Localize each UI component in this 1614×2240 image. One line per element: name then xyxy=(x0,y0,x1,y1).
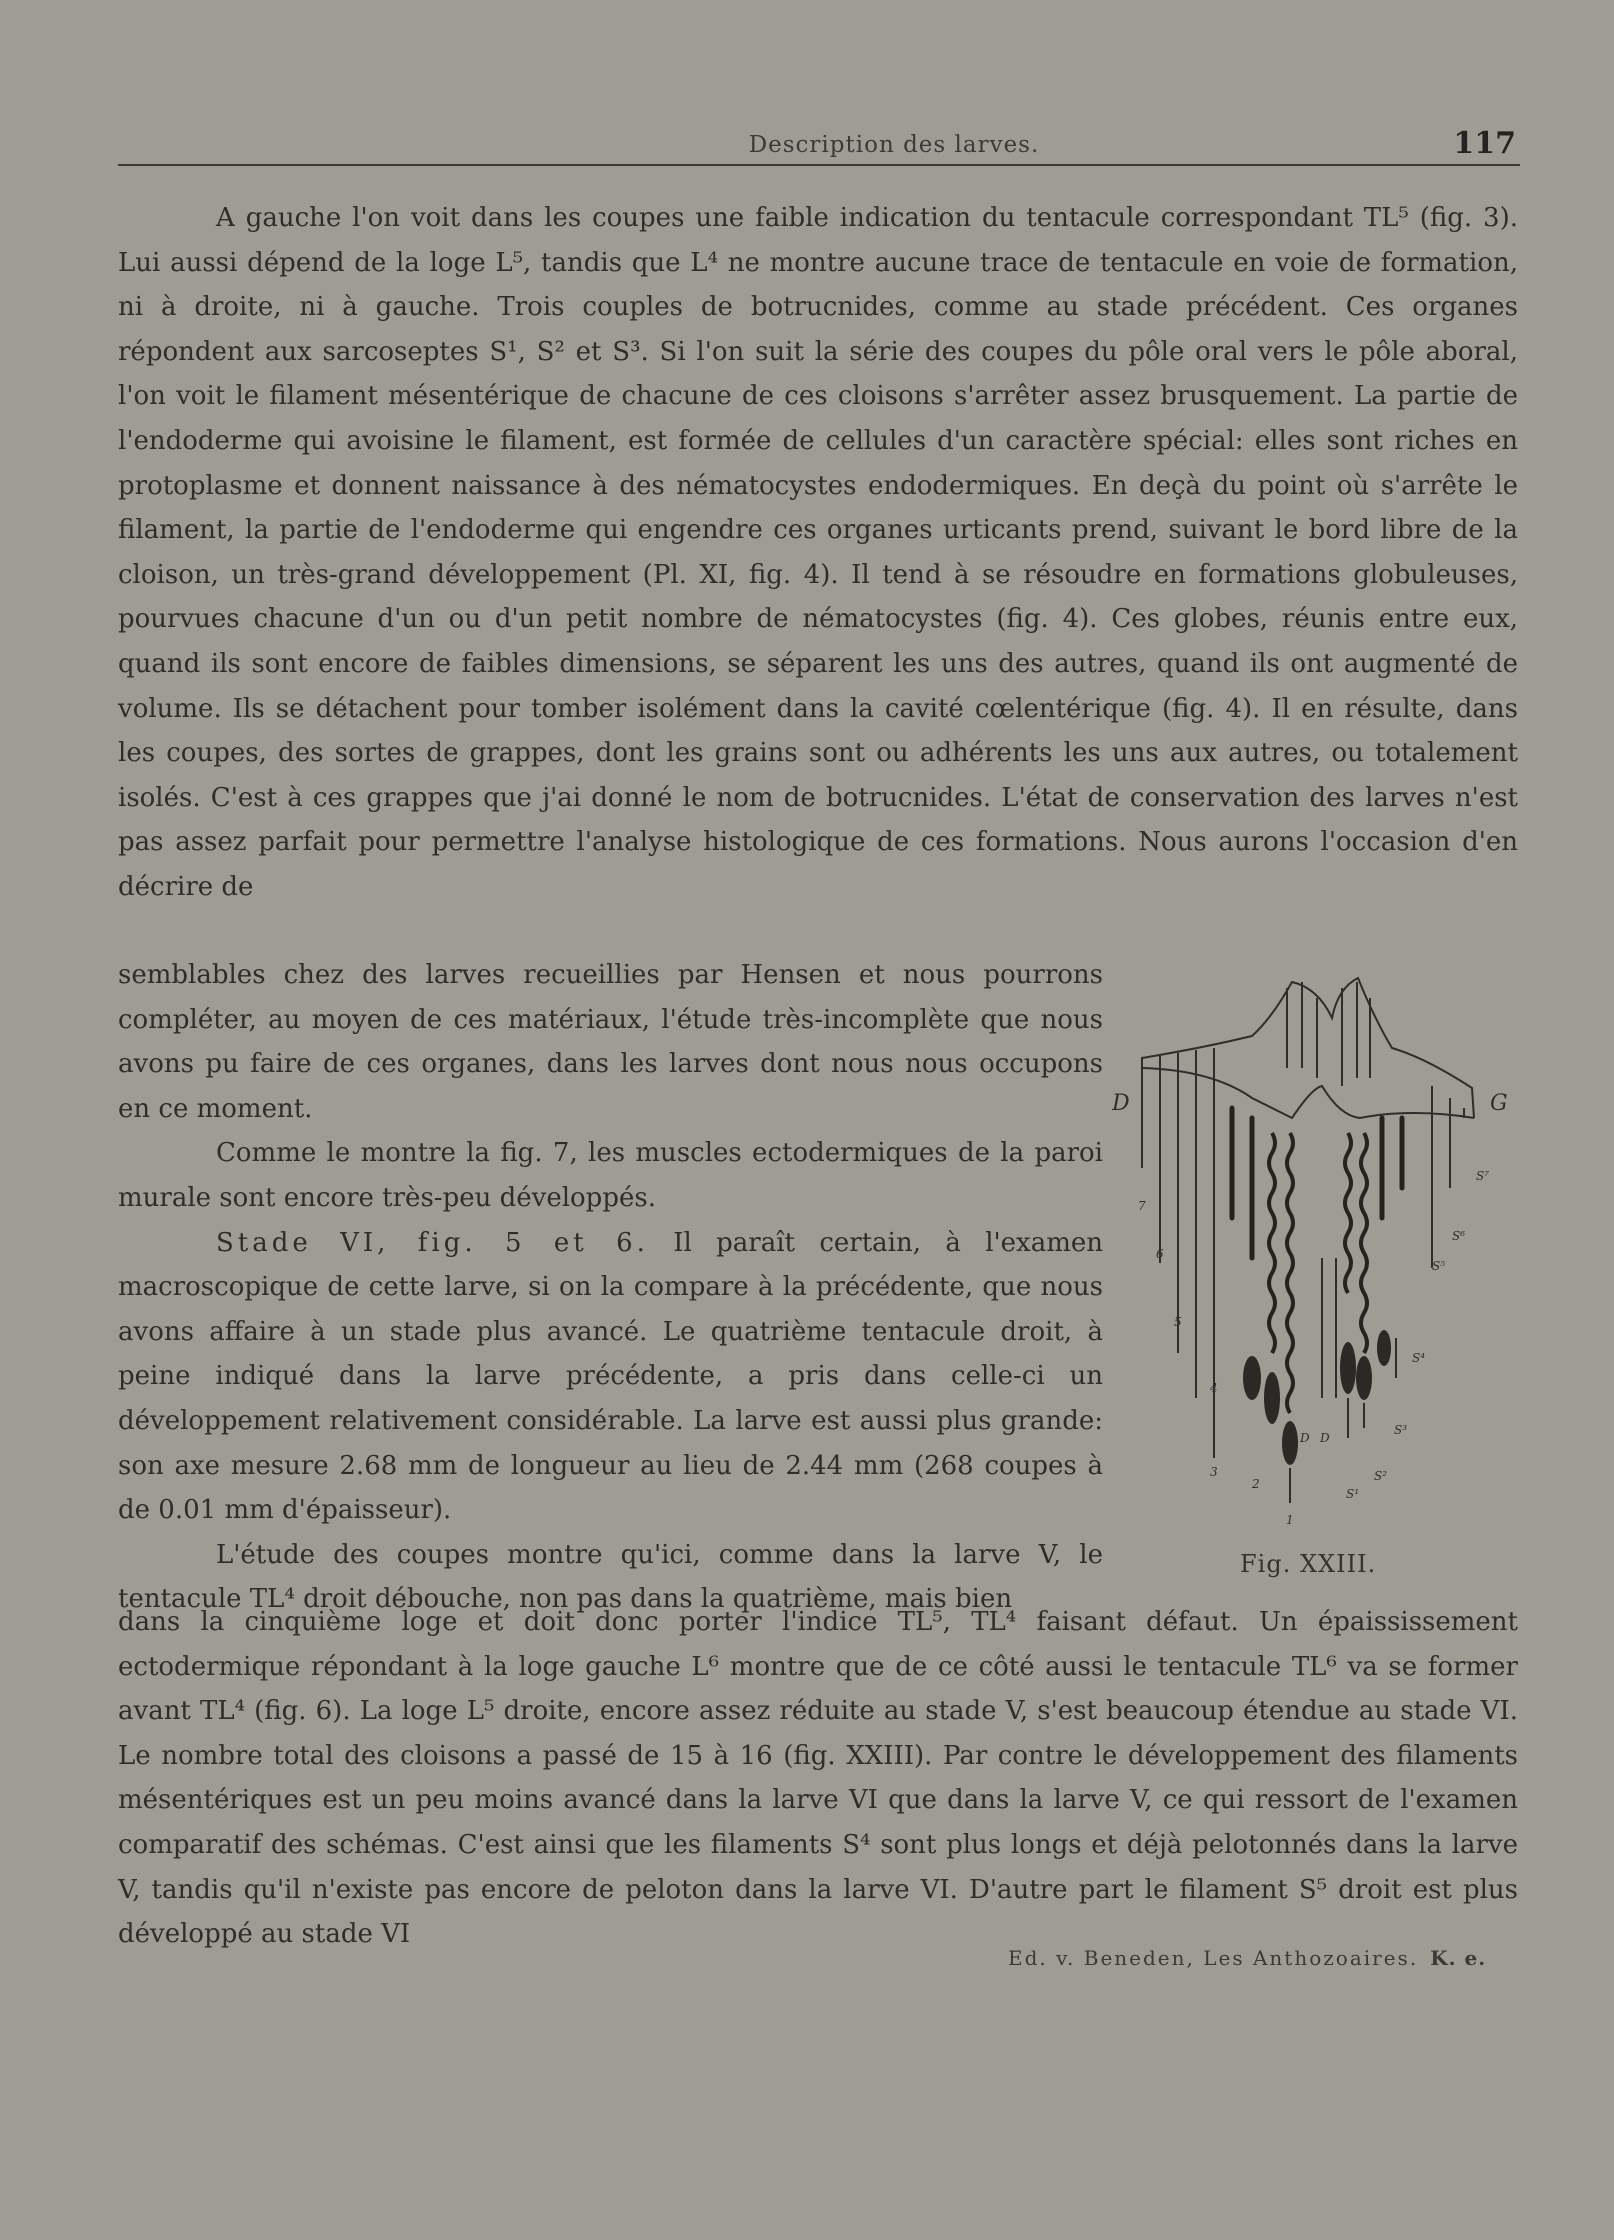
figure-caption: Fig. XXIII. xyxy=(1240,1550,1377,1578)
septum-number: 3 xyxy=(1210,1465,1218,1479)
figure-xxiii-diagram xyxy=(1112,958,1510,1528)
stage-heading: Stade VI, fig. 5 et 6. xyxy=(216,1227,649,1258)
paragraph-continuation: semblables chez des larves recueillies par Hensen et nous pourrons compléter, au moyen de ces matériaux, l'étude très-incomplète que nous avons pu faire de ces organes, dans les larves dont nous nous occupons en ce moment. xyxy=(118,960,1103,1124)
paragraph: A gauche l'on voit dans les coupes une faible indication du tentacule correspondant TL⁵ (fig. 3). Lui aussi dépend de la loge L⁵, tandis que L⁴ ne montre aucune trace de tentacule en voie de formation, ni à droite, ni à gauche. Trois couples de botrucnides, comme au stade précédent. Ces organes répondent aux sarcoseptes S¹, S² et S³. Si l'on suit la série des coupes du pôle oral vers le pôle aboral, l'on voit le filament mésentérique de chacune de ces cloisons s'arrêter assez brusquement. La partie de l'endoderme qui avoisine le filament, est formée de cellules d'un caractère spécial: elles sont riches en protoplasme et donnent naissance à des nématocystes endodermiques. En deçà du point où s'arrête le filament, la partie de l'endoderme qui engendre ces organes urticants prend, suivant le bord libre de la cloison, un très-grand développement (Pl. XI, fig. 4). Il tend à se résoudre en formations globuleuses, pourvues chacune d'un ou d'un petit nombre de nématocystes (fig. 4). Ces globes, réunis entre eux, quand ils sont encore de faibles dimensions, se séparent les uns des autres, quand ils ont augmenté de volume. Ils se détachent pour tomber isolément dans la cavité cœlentérique (fig. 4). Il en résulte, dans les coupes, des sortes de grappes, dont les grains sont ou adhérents les uns aux autres, ou totalement isolés. C'est à ces grappes que j'ai donné le nom de botrucnides. L'état de conservation des larves n'est pas assez parfait pour permettre l'analyse histologique de ces formations. Nous aurons l'occasion d'en décrire de xyxy=(118,203,1518,902)
text-block-bottom xyxy=(118,1600,1518,1957)
paragraph: L'étude des coupes montre qu'ici, comme dans la larve V, le tentacule TL⁴ droit débouche, non pas dans la quatrième, mais bien xyxy=(118,1539,1103,1615)
text-block-top xyxy=(118,196,1518,910)
d-label: D xyxy=(1300,1431,1310,1445)
septum-label: S³ xyxy=(1394,1423,1408,1437)
paragraph: Comme le montre la fig. 7, les muscles ectodermiques de la paroi murale sont encore très-peu développés. xyxy=(118,1138,1103,1213)
septum-number: 7 xyxy=(1138,1199,1146,1213)
signature-text: Ed. v. Beneden, Les Anthozoaires. xyxy=(1008,1946,1419,1970)
septum-number: 2 xyxy=(1252,1477,1260,1491)
stage-text: Il paraît certain, à l'examen macroscopique de cette larve, si on la compare à la précédente, que nous avons affaire à un stade plus avancé. Le quatrième tentacule droit, à peine indiqué dans la larve précédente, a pris dans celle-ci un développement relativement considérable. La larve est aussi plus grande: son axe mesure 2.68 mm de longueur au lieu de 2.44 mm (268 coupes à de 0.01 mm d'épaisseur). xyxy=(118,1227,1103,1526)
page-number: 117 xyxy=(1453,126,1516,161)
septum-number: 5 xyxy=(1174,1315,1182,1329)
d-label: D xyxy=(1320,1431,1330,1445)
septum-number: 6 xyxy=(1156,1247,1164,1261)
page-header xyxy=(118,128,1520,166)
running-title: Description des larves. xyxy=(748,132,1040,158)
septum-label: S⁴ xyxy=(1412,1351,1426,1365)
septum-label: S⁶ xyxy=(1452,1229,1466,1243)
label-d: D xyxy=(1112,1091,1130,1116)
septum-number: 4 xyxy=(1210,1381,1218,1395)
figure-xxiii xyxy=(1112,958,1510,1528)
printer-signature xyxy=(1008,1946,1486,1970)
septum-label: S¹ xyxy=(1346,1487,1360,1501)
paragraph-stage-vi xyxy=(118,1221,1103,1533)
septum-label: S⁵ xyxy=(1432,1259,1446,1273)
septum-number: 1 xyxy=(1286,1513,1294,1527)
septum-label: S² xyxy=(1374,1469,1388,1483)
signature-mark: K. e. xyxy=(1430,1946,1487,1970)
paragraph-continuation: dans la cinquième loge et doit donc porter l'indice TL⁵, TL⁴ faisant défaut. Un épaississement ectodermique répondant à la loge gauche L⁶ montre que de ce côté aussi le tentacule TL⁶ va se former avant TL⁴ (fig. 6). La loge L⁵ droite, encore assez réduite au stade V, s'est beaucoup étendue au stade VI. Le nombre total des cloisons a passé de 15 à 16 (fig. XXIII). Par contre le développement des filaments mésentériques est un peu moins avancé dans la larve VI que dans la larve V, ce qui ressort de l'examen comparatif des schémas. C'est ainsi que les filaments S⁴ sont plus longs et déjà pelotonnés dans la larve V, tandis qu'il n'existe pas encore de peloton dans la larve VI. D'autre part le filament S⁵ droit est plus développé au stade VI xyxy=(118,1607,1518,1950)
septum-label: S⁷ xyxy=(1476,1169,1490,1183)
label-g: G xyxy=(1490,1091,1508,1116)
text-block-column xyxy=(118,953,1103,1622)
